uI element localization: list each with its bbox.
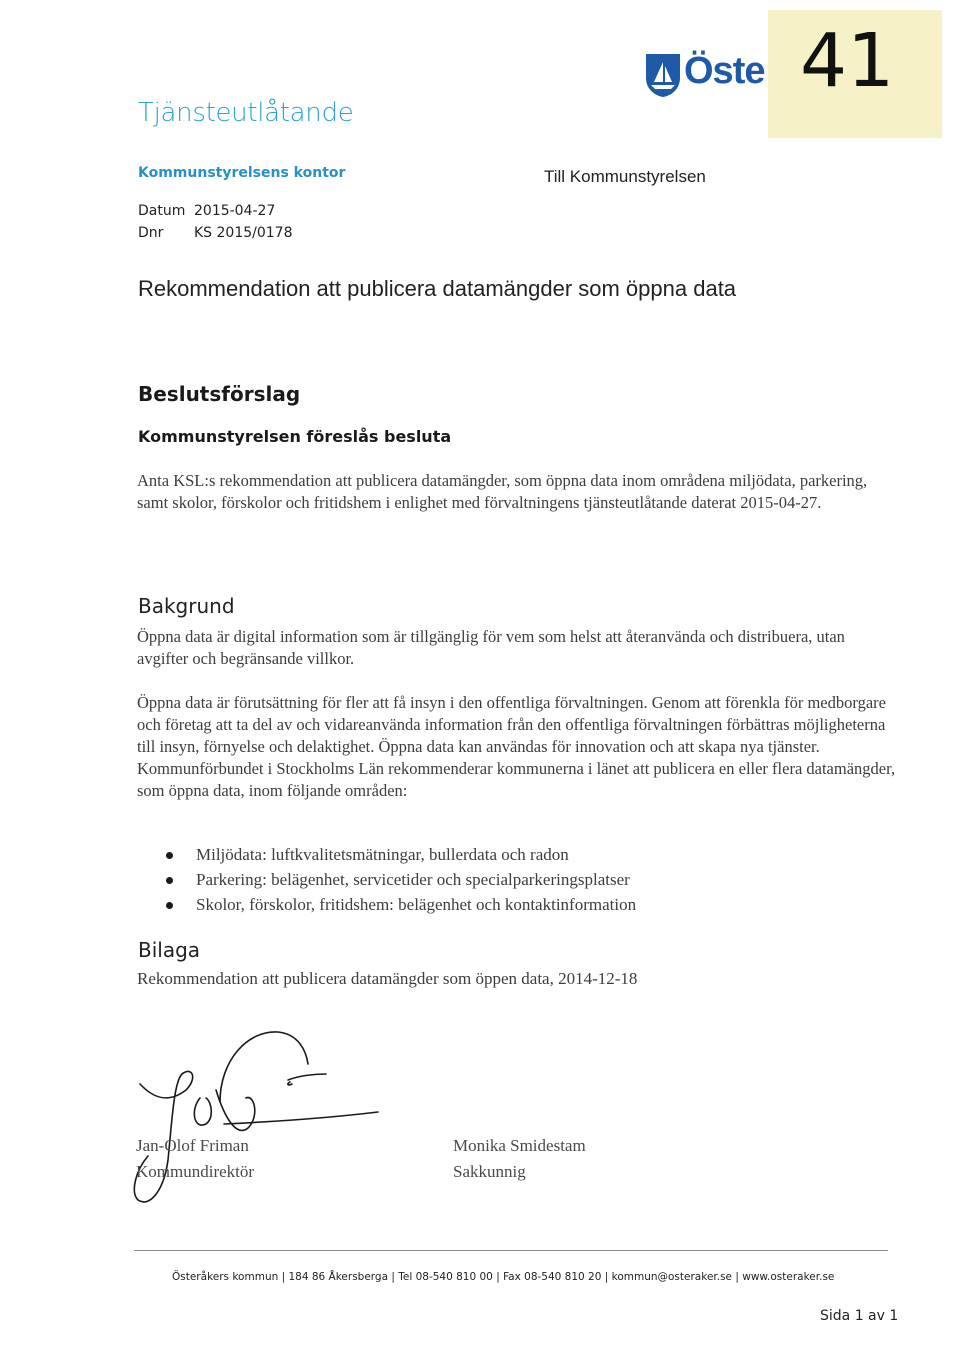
crest-icon xyxy=(644,52,682,98)
background-paragraph-2: Öppna data är förutsättning för fler att få insyn i den offentliga förvaltningen. Genom att förenkla för medborgare och företag att ta del av och vidareanvända information från den offentliga förvaltningen förbättras möjligheterna till insyn, förnyelse och delaktighet. Öppna data kan användas för innovation och att skapa nya tjänster. Kommunförbundet i Stockholms Län rekommenderar kommunerna i länet att publicera en eller flera datamängder, som öppna data, inom följande områden: xyxy=(137,693,896,800)
handwritten-signature xyxy=(128,1020,398,1220)
signer-title: Kommundirektör xyxy=(136,1162,255,1181)
document-type: Tjänsteutlåtande xyxy=(138,98,354,128)
logo-wordmark: Öste xyxy=(684,50,765,92)
attachment-heading: Bilaga xyxy=(138,938,201,962)
sticky-note xyxy=(768,10,942,138)
area-list xyxy=(160,842,636,917)
signer-title: Sakkunnig xyxy=(453,1162,526,1181)
list-item: Miljödata: luftkvalitetsmätningar, bullerdata och radon xyxy=(160,842,636,867)
page-title: Rekommendation att publicera datamängder som öppna data xyxy=(138,276,737,301)
dnr-value: KS 2015/0178 xyxy=(194,225,293,241)
signature-block-2 xyxy=(453,1133,586,1185)
proposal-heading: Beslutsförslag xyxy=(138,382,301,406)
background-paragraph-1: Öppna data är digital information som är tillgänglig för vem som helst att återanvända och distribuera, utan avgifter och begränsande villkor. xyxy=(137,627,845,668)
signer-name: Jan-Olof Friman xyxy=(136,1136,249,1155)
attachment-text: Rekommendation att publicera datamängder som öppen data, 2014-12-18 xyxy=(137,969,638,988)
date-value: 2015-04-27 xyxy=(194,203,276,219)
list-item: Skolor, förskolor, fritidshem: belägenhet och kontaktinformation xyxy=(160,892,636,917)
dnr-label: Dnr xyxy=(138,225,164,241)
footer-divider xyxy=(134,1250,888,1251)
list-item: Parkering: belägenhet, servicetider och specialparkeringsplatser xyxy=(160,867,636,892)
dnr-row xyxy=(138,225,293,241)
department-name: Kommunstyrelsens kontor xyxy=(138,165,346,181)
signature-block-1 xyxy=(136,1133,254,1185)
footer-contact: Österåkers kommun | 184 86 Åkersberga | Tel 08-540 810 00 | Fax 08-540 810 20 | kommun@osteraker.se | www.osteraker.se xyxy=(172,1271,835,1283)
recipient: Till Kommunstyrelsen xyxy=(544,167,706,186)
proposal-text: Anta KSL:s rekommendation att publicera datamängder, som öppna data inom områdena miljödata, parkering, samt skolor, förskolor och fritidshem i enlighet med förvaltningens tjänsteutlåtande daterat 2015-04-27. xyxy=(137,471,868,512)
proposal-subheading: Kommunstyrelsen föreslås besluta xyxy=(138,427,452,446)
date-label: Datum xyxy=(138,203,186,219)
signer-name: Monika Smidestam xyxy=(453,1136,586,1155)
date-row xyxy=(138,203,275,219)
background-heading: Bakgrund xyxy=(138,594,235,618)
sticky-note-number: 41 xyxy=(800,18,895,104)
municipality-logo xyxy=(644,50,774,100)
page-number: Sida 1 av 1 xyxy=(820,1308,899,1324)
